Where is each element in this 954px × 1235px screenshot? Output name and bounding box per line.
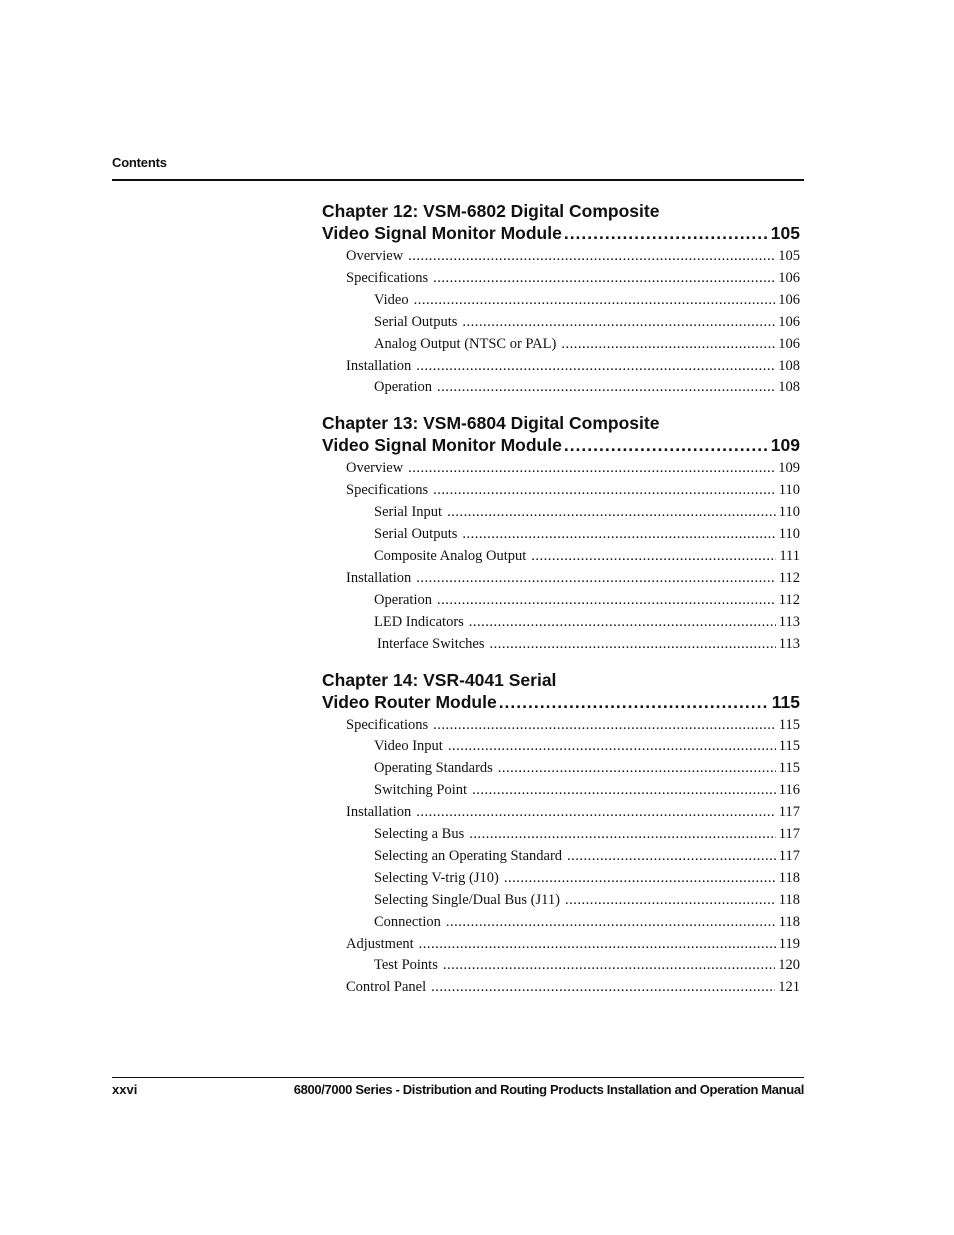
toc-entry-page: 109 <box>778 460 800 477</box>
toc-subentry[interactable] <box>322 634 800 656</box>
footer-divider <box>112 1077 804 1078</box>
toc-entry-label: Selecting V-trig (J10) <box>374 869 499 886</box>
toc-entry-page: 110 <box>778 504 800 521</box>
toc-subentry[interactable] <box>322 312 800 334</box>
toc-subentry[interactable] <box>322 846 800 868</box>
toc-entry-label: Operation <box>374 379 432 396</box>
toc-subentry[interactable] <box>322 868 800 890</box>
chapter-13 <box>322 412 800 655</box>
dot-leader <box>433 715 776 737</box>
toc-entry-label: Adjustment <box>346 935 414 952</box>
toc-entry-page: 110 <box>778 482 800 499</box>
toc-entry-page: 106 <box>778 291 800 308</box>
toc-entry-page: 115 <box>778 738 800 755</box>
toc-entry-label: Test Points <box>374 957 438 974</box>
toc-entry-page: 111 <box>779 547 800 564</box>
dot-leader <box>469 612 776 634</box>
toc-subentry[interactable] <box>322 758 800 780</box>
table-of-contents <box>322 200 800 1012</box>
toc-subentry[interactable] <box>322 824 800 846</box>
chapter-title: Chapter 12: VSM-6802 Digital Composite <box>322 201 660 221</box>
dot-leader <box>443 955 775 977</box>
toc-entry-label: Operating Standards <box>374 760 493 777</box>
chapter-title-link[interactable] <box>322 691 800 713</box>
toc-entry-label: Overview <box>346 460 404 477</box>
toc-entry-page: 113 <box>778 635 800 652</box>
toc-entry-label: Serial Input <box>374 504 443 521</box>
dot-leader <box>437 590 776 612</box>
dot-leader <box>408 246 775 268</box>
toc-entry[interactable] <box>322 356 800 378</box>
header-divider <box>112 179 804 181</box>
toc-entry-page: 120 <box>778 957 800 974</box>
toc-entry-label: Selecting a Bus <box>374 826 465 843</box>
chapter-subtitle: Video Router Module <box>322 691 497 712</box>
dot-leader <box>472 780 776 802</box>
toc-subentry[interactable] <box>322 524 800 546</box>
chapter-page-number: 105 <box>770 223 800 243</box>
toc-entry-page: 106 <box>778 335 800 352</box>
dot-leader <box>437 377 775 399</box>
running-header: Contents <box>112 155 167 170</box>
toc-entry-label: Installation <box>346 357 412 374</box>
chapter-page-number: 115 <box>771 691 800 712</box>
dot-leader <box>498 758 776 780</box>
chapter-subtitle: Video Signal Monitor Module <box>322 435 562 456</box>
toc-entry-page: 106 <box>778 313 800 330</box>
chapter-title-link[interactable] <box>322 222 800 244</box>
footer-page-number: xxvi <box>112 1082 138 1097</box>
dot-leader <box>490 634 776 656</box>
chapter-title-link[interactable] <box>322 434 800 456</box>
dot-leader <box>408 458 775 480</box>
toc-entry-page: 121 <box>778 979 800 996</box>
toc-entry-page: 112 <box>778 569 800 586</box>
toc-entry-label: Serial Outputs <box>374 313 458 330</box>
chapter-page-number: 109 <box>770 435 800 456</box>
dot-leader <box>469 824 776 846</box>
dot-leader <box>567 846 776 868</box>
toc-entry-page: 117 <box>778 826 800 843</box>
toc-entry-label: Specifications <box>346 716 429 733</box>
toc-subentry[interactable] <box>322 736 800 758</box>
toc-entry-label: Serial Outputs <box>374 526 458 543</box>
toc-entry-page: 108 <box>778 379 800 396</box>
toc-subentry[interactable] <box>322 546 800 568</box>
toc-entry-page: 108 <box>778 357 800 374</box>
dot-leader <box>446 912 776 934</box>
chapter-12 <box>322 200 800 399</box>
toc-subentry[interactable] <box>322 955 800 977</box>
dot-leader <box>447 502 776 524</box>
dot-leader <box>499 691 769 713</box>
dot-leader <box>531 546 776 568</box>
dot-leader <box>416 568 776 590</box>
toc-entry-label: Installation <box>346 804 412 821</box>
dot-leader <box>564 434 768 456</box>
toc-entry-label: Connection <box>374 913 441 930</box>
toc-entry-label: Operation <box>374 591 432 608</box>
dot-leader <box>565 890 776 912</box>
chapter-title: Chapter 13: VSM-6804 Digital Composite <box>322 413 660 434</box>
toc-entry-page: 116 <box>778 782 800 799</box>
dot-leader <box>448 736 776 758</box>
chapter-14 <box>322 669 800 1000</box>
toc-entry[interactable] <box>322 246 800 268</box>
footer-manual-title: 6800/7000 Series - Distribution and Routing Products Installation and Operation Manual <box>293 1082 804 1097</box>
toc-entry-page: 118 <box>778 869 800 886</box>
toc-entry-page: 106 <box>778 269 800 286</box>
toc-entry-page: 119 <box>778 935 800 952</box>
toc-entry-page: 118 <box>778 891 800 908</box>
toc-subentry[interactable] <box>322 590 800 612</box>
toc-entry-page: 112 <box>778 591 800 608</box>
toc-subentry[interactable] <box>322 912 800 934</box>
toc-entry-page: 105 <box>778 248 800 264</box>
toc-entry-label: Control Panel <box>346 979 427 996</box>
toc-subentry[interactable] <box>322 334 800 356</box>
toc-entry[interactable] <box>322 480 800 502</box>
toc-entry-label: Switching Point <box>374 782 468 799</box>
toc-entry-label: Analog Output (NTSC or PAL) <box>374 335 557 352</box>
toc-entry-page: 117 <box>778 804 800 821</box>
toc-entry-label: Video <box>374 291 409 308</box>
dot-leader <box>462 312 775 334</box>
toc-entry-page: 118 <box>778 913 800 930</box>
dot-leader <box>561 334 775 356</box>
dot-leader <box>462 524 775 546</box>
toc-entry[interactable] <box>322 934 800 956</box>
toc-subentry[interactable] <box>322 890 800 912</box>
dot-leader <box>419 934 776 956</box>
toc-entry-label: Selecting Single/Dual Bus (J11) <box>374 891 560 908</box>
toc-entry[interactable] <box>322 715 800 737</box>
chapter-subtitle: Video Signal Monitor Module <box>322 223 562 243</box>
toc-subentry[interactable] <box>322 502 800 524</box>
toc-entry-page: 110 <box>778 526 800 543</box>
toc-subentry[interactable] <box>322 780 800 802</box>
toc-entry-label: Specifications <box>346 269 429 286</box>
toc-entry-label: LED Indicators <box>374 613 464 630</box>
toc-entry-label: Video Input <box>374 738 443 755</box>
toc-entry-label: Composite Analog Output <box>374 547 527 564</box>
toc-entry[interactable] <box>322 977 800 999</box>
toc-entry-page: 113 <box>778 613 800 630</box>
toc-entry-label: Specifications <box>346 482 429 499</box>
toc-entry-page: 115 <box>778 760 800 777</box>
chapter-title: Chapter 14: VSR-4041 Serial <box>322 669 557 690</box>
dot-leader <box>564 222 768 244</box>
dot-leader <box>414 290 776 312</box>
toc-entry-label: Selecting an Operating Standard <box>374 847 563 864</box>
toc-entry[interactable] <box>322 268 800 290</box>
toc-entry-label: Interface Switches <box>377 635 485 652</box>
toc-entry-page: 115 <box>778 716 800 733</box>
toc-entry[interactable] <box>322 568 800 590</box>
dot-leader <box>433 268 775 290</box>
toc-entry-page: 117 <box>778 847 800 864</box>
dot-leader <box>416 356 775 378</box>
toc-entry-label: Overview <box>346 248 404 264</box>
toc-subentry[interactable] <box>322 612 800 634</box>
toc-subentry[interactable] <box>322 290 800 312</box>
toc-subentry[interactable] <box>322 377 800 399</box>
dot-leader <box>504 868 776 890</box>
dot-leader <box>433 480 776 502</box>
toc-entry-label: Installation <box>346 569 412 586</box>
toc-entry[interactable] <box>322 458 800 480</box>
dot-leader <box>431 977 775 999</box>
dot-leader <box>416 802 776 824</box>
toc-entry[interactable] <box>322 802 800 824</box>
